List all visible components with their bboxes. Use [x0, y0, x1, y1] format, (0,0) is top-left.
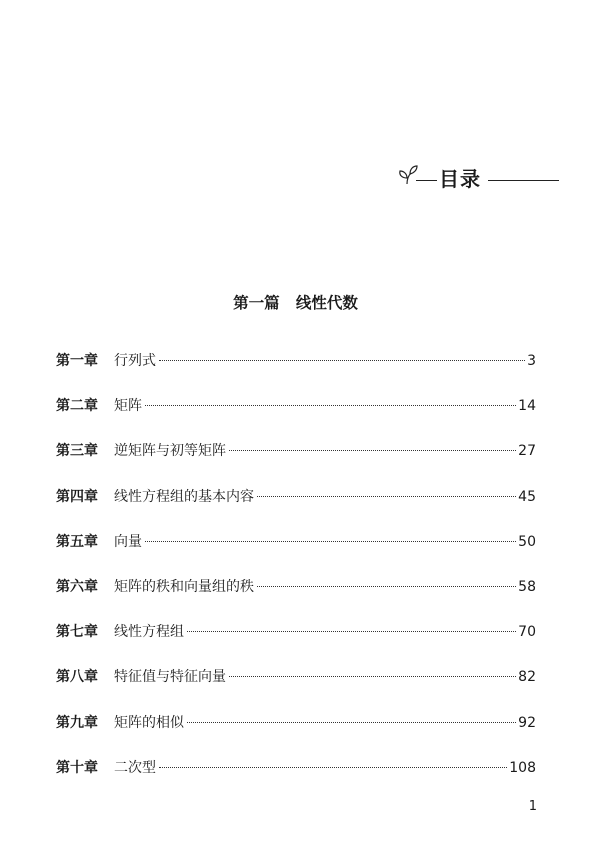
toc-entry[interactable] — [56, 576, 536, 598]
chapter-number: 第一章 — [56, 353, 98, 369]
part-name: 线性代数 — [295, 294, 358, 312]
chapter-title: 矩阵的秩和向量组的秩 — [114, 579, 254, 595]
chapter-page-number: 50 — [518, 533, 536, 550]
toc-entry[interactable] — [56, 666, 536, 688]
chapter-title: 二次型 — [114, 759, 156, 776]
chapter-page-number: 92 — [518, 714, 536, 731]
toc-entry[interactable] — [56, 712, 536, 734]
chapter-number: 第十章 — [56, 759, 98, 776]
chapter-page-number: 108 — [509, 759, 536, 776]
chapter-page-number: 45 — [518, 488, 536, 505]
dot-leader — [257, 496, 516, 497]
dot-leader — [145, 541, 516, 542]
dot-leader — [187, 631, 516, 632]
chapter-title: 矩阵的相似 — [114, 714, 184, 731]
chapter-title: 向量 — [114, 533, 142, 550]
part-title — [0, 290, 591, 316]
chapter-number: 第八章 — [56, 669, 98, 686]
toc-entry[interactable] — [56, 486, 536, 508]
chapter-page-number: 58 — [518, 579, 536, 595]
chapter-number: 第二章 — [56, 398, 98, 415]
toc-entry[interactable] — [56, 395, 536, 417]
chapter-page-number: 14 — [518, 398, 536, 415]
toc-entry[interactable] — [56, 531, 536, 553]
toc-entry[interactable] — [56, 621, 536, 643]
dot-leader — [159, 360, 525, 361]
chapter-title: 特征值与特征向量 — [114, 669, 226, 686]
chapter-title: 线性方程组的基本内容 — [114, 488, 254, 505]
page-number: 1 — [528, 799, 537, 814]
heading-rule-left — [416, 180, 437, 181]
chapter-number: 第七章 — [56, 624, 98, 641]
toc-heading — [394, 160, 564, 200]
chapter-page-number: 70 — [518, 624, 536, 641]
dot-leader — [187, 722, 516, 723]
chapter-title: 逆矩阵与初等矩阵 — [114, 443, 226, 460]
page-title: 目录 — [439, 167, 481, 191]
chapter-title: 线性方程组 — [114, 624, 184, 641]
dot-leader — [229, 676, 516, 677]
sprout-icon — [394, 162, 420, 188]
toc-entry[interactable] — [56, 350, 536, 372]
chapter-page-number: 82 — [518, 669, 536, 686]
chapter-number: 第四章 — [56, 488, 98, 505]
toc-entry[interactable] — [56, 440, 536, 462]
chapter-title: 矩阵 — [114, 398, 142, 415]
chapter-page-number: 3 — [527, 353, 536, 369]
chapter-title: 行列式 — [114, 353, 156, 369]
dot-leader — [229, 450, 516, 451]
chapter-number: 第五章 — [56, 533, 98, 550]
chapter-number: 第三章 — [56, 443, 98, 460]
dot-leader — [145, 405, 516, 406]
part-number: 第一篇 — [233, 294, 280, 312]
chapter-page-number: 27 — [518, 443, 536, 460]
heading-rule-right — [488, 180, 559, 181]
dot-leader — [159, 767, 507, 768]
dot-leader — [257, 586, 516, 587]
chapter-number: 第九章 — [56, 714, 98, 731]
chapter-number: 第六章 — [56, 579, 98, 595]
toc-entry[interactable] — [56, 757, 536, 779]
